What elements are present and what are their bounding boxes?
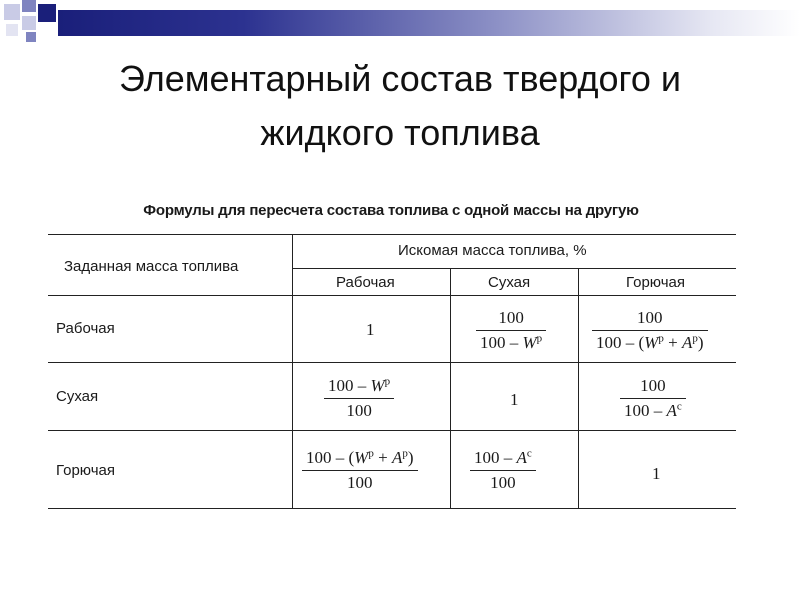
cell-identity: 1 bbox=[366, 320, 375, 339]
decor-square bbox=[6, 24, 18, 36]
table-caption: Формулы для пересчета состава топлива с одной массы на другую bbox=[143, 202, 639, 219]
decor-square bbox=[4, 4, 20, 20]
decor-square bbox=[22, 16, 36, 30]
header-band bbox=[0, 0, 800, 44]
formula-denominator: $100 - (W^р + A^р)$ bbox=[596, 332, 704, 352]
decor-square bbox=[26, 32, 36, 42]
formula-working-to-dry bbox=[476, 308, 546, 353]
column-header-dry: Сухая bbox=[488, 274, 531, 291]
table-rule bbox=[48, 234, 736, 235]
formula-denominator: 100 bbox=[490, 473, 516, 492]
table-rule bbox=[48, 295, 736, 296]
table-rule bbox=[48, 508, 736, 509]
column-header-working: Рабочая bbox=[336, 274, 395, 291]
formula-table bbox=[46, 192, 736, 522]
formula-dry-to-working bbox=[324, 376, 394, 421]
table-rule bbox=[578, 268, 579, 508]
slide-title-line2: жидкого топлива bbox=[260, 112, 540, 153]
row-label-dry: Сухая bbox=[56, 388, 99, 405]
formula-dry-to-combustible bbox=[620, 376, 686, 421]
header-gradient-bar bbox=[58, 10, 800, 36]
table-rule bbox=[292, 268, 736, 269]
formula-working-to-combustible bbox=[592, 308, 708, 353]
header-given-mass: Заданная масса топлива bbox=[64, 258, 239, 275]
formula-denominator: $100 - A^с$ bbox=[624, 400, 682, 420]
cell-identity: 1 bbox=[652, 464, 661, 483]
cell-identity: 1 bbox=[510, 390, 519, 409]
table-rule bbox=[292, 234, 293, 508]
row-label-combustible: Горючая bbox=[56, 462, 116, 479]
formula-numerator: $100 - A^с$ bbox=[474, 447, 532, 467]
table-rule bbox=[450, 268, 451, 508]
formula-combustible-to-working bbox=[302, 448, 418, 493]
formula-numerator: 100 bbox=[637, 308, 663, 327]
formula-denominator: 100 bbox=[346, 401, 372, 420]
table-rule bbox=[48, 362, 736, 363]
formula-numerator: $100 - (W^р + A^р)$ bbox=[306, 447, 414, 467]
slide-title bbox=[40, 52, 760, 160]
formula-denominator: $100 - W^р$ bbox=[480, 332, 543, 352]
formula-numerator: $100 - W^р$ bbox=[328, 375, 391, 395]
decor-square bbox=[22, 0, 36, 12]
column-header-combustible: Горючая bbox=[626, 274, 686, 291]
slide-title-line1: Элементарный состав твердого и bbox=[119, 58, 681, 99]
formula-numerator: 100 bbox=[498, 308, 524, 327]
decor-square bbox=[38, 4, 56, 22]
row-label-working: Рабочая bbox=[56, 320, 115, 337]
formula-denominator: 100 bbox=[347, 473, 373, 492]
header-sought-mass: Искомая масса топлива, % bbox=[398, 242, 587, 259]
formula-numerator: 100 bbox=[640, 376, 666, 395]
formula-combustible-to-dry bbox=[470, 448, 536, 493]
table-rule bbox=[48, 430, 736, 431]
